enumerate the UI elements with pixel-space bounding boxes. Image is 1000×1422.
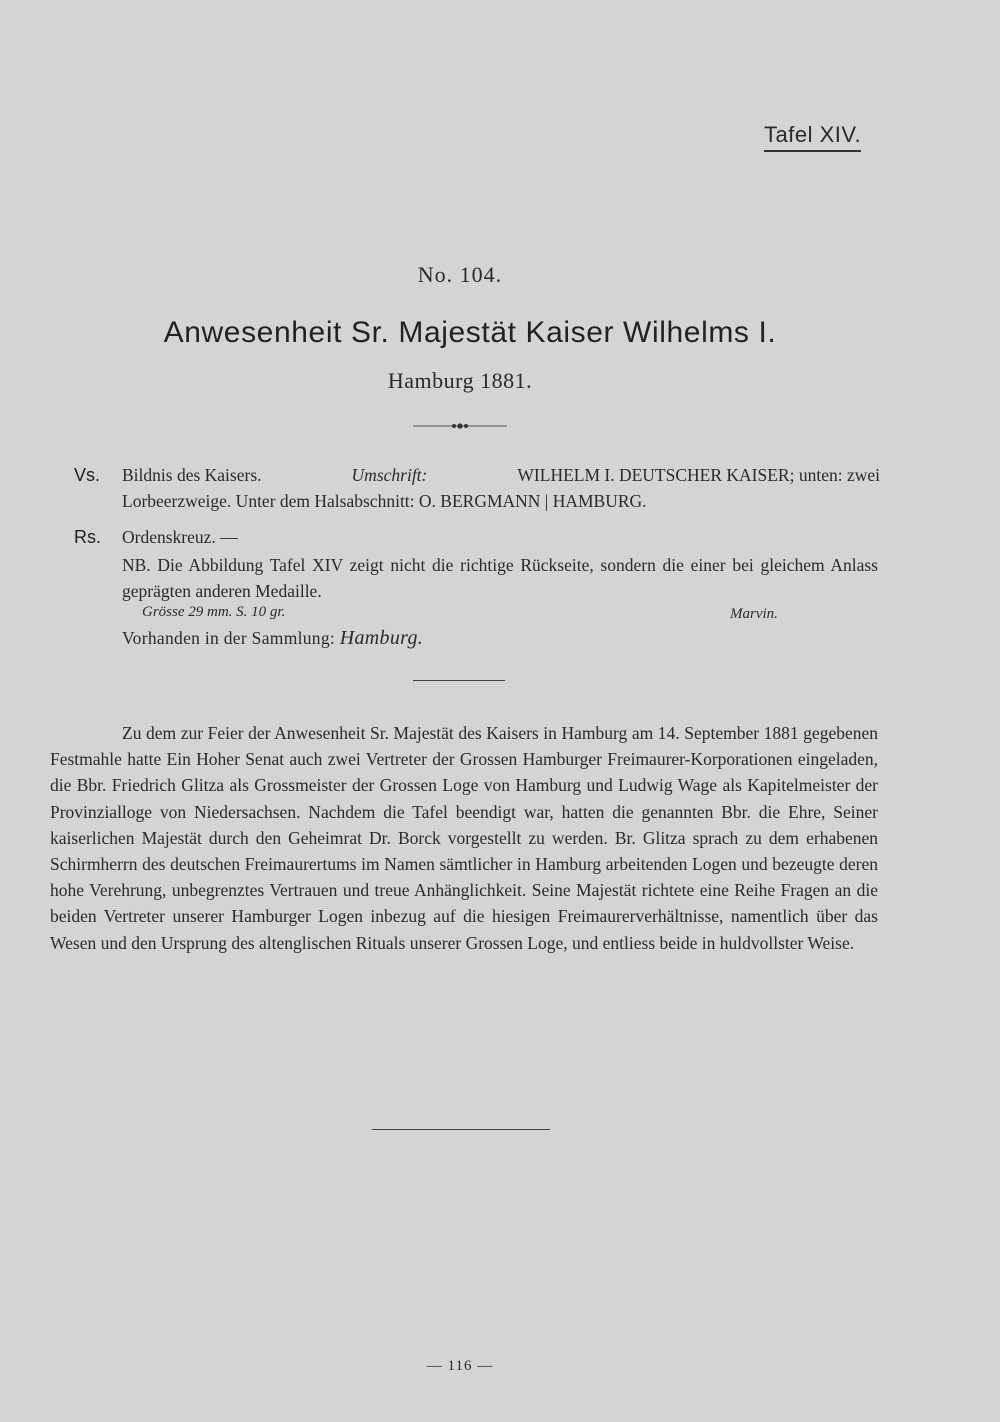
- obverse-description: [74, 462, 880, 514]
- entry-number: No. 104.: [417, 262, 503, 287]
- entry-title: Anwesenheit Sr. Majestät Kaiser Wilhelms I.: [163, 316, 777, 349]
- note-paragraph: NB. Die Abbildung Tafel XIV zeigt nicht die richtige Rückseite, sondern die einer bei gleichem Anlass geprägten anderen Medaille.: [122, 555, 878, 601]
- obverse-legend-label: Umschrift:: [351, 465, 428, 485]
- end-divider: [372, 1129, 550, 1130]
- body-paragraph: Zu dem zur Feier der Anwesenheit Sr. Majestät des Kaisers in Hamburg am 14. September 1881 gegebenen Festmahle hatte Ein Hoher Senat auch zwei Vertreter der Grossen Hamburger Freimaurer-Korporationen eingeladen, die Bbr. Friedrich Glitza als Grossmeister der Grossen Loge von Hamburg und Ludwig Wage als Kapitelmeister der Provinzialloge von Niedersachsen. Nachdem die Tafel beendigt war, hatten die genannten Bbr. die Ehre, Seiner kaiserlichen Majestät durch den Geheimrat Dr. Borck vorgestellt zu werden. Br. Glitza sprach zu dem erhabenen Schirmherrn des deutschen Freimaurertums im Namen sämtlicher in Hamburg arbeitenden Logen und bezeugte deren hohe Verehrung, unbegrenztes Vertrauen und treue Anhänglichkeit. Seine Majestät richtete eine Reihe Fragen an die beiden Vertreter unserer Hamburger Logen inbezug auf die hiesigen Freimaurerverhältnisse, namentlich über das Wesen und den Ursprung des altenglischen Rituals unserer Grossen Loge, und entliess beide in huldvollster Weise.: [50, 723, 878, 953]
- holdings-city: Hamburg.: [339, 627, 424, 649]
- obverse-text-b: WILHELM I. DEUTSCHER KAISER; unten: zwei: [517, 465, 880, 485]
- plate-label: Tafel XIV.: [764, 122, 861, 152]
- obverse-line-2: Lorbeerzweige. Unter dem Halsabschnitt: O. BERGMANN | HAMBURG.: [122, 491, 647, 511]
- reverse-text: Ordenskreuz. —: [122, 527, 238, 547]
- reverse-label: Rs.: [74, 527, 101, 547]
- entry-place-year: Hamburg 1881.: [387, 368, 533, 393]
- medalist-name: Marvin.: [730, 606, 778, 622]
- historical-account: [50, 720, 878, 956]
- reverse-description: [74, 524, 880, 550]
- size-weight: Grösse 29 mm. S. 10 gr.: [142, 604, 286, 620]
- holdings-label: Vorhanden in der Sammlung:: [122, 628, 336, 648]
- section-divider: [413, 680, 505, 681]
- holdings-line: [122, 627, 423, 650]
- obverse-label: Vs.: [74, 465, 101, 485]
- ornament-divider: [413, 418, 507, 434]
- page-number: — 116 —: [426, 1358, 494, 1374]
- obverse-text-a: Bildnis des Kaisers.: [122, 465, 262, 485]
